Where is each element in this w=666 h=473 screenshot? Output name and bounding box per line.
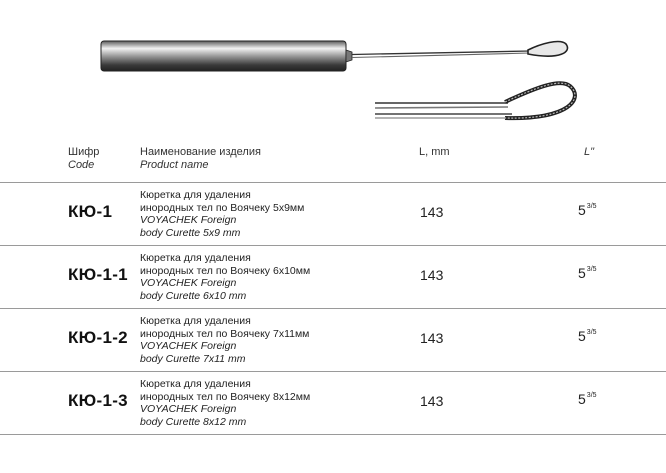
product-code: КЮ-1-2: [68, 328, 128, 347]
name-header-ru: Наименование изделия: [140, 146, 261, 158]
length-in: [578, 391, 597, 407]
length-mm-header: L, mm: [419, 146, 450, 158]
product-name-en-line2: body Curette 7x11 mm: [140, 352, 246, 365]
product-name-ru-line2: инородных тел по Воячеку 5х9мм: [140, 201, 305, 214]
length-mm: 143: [420, 204, 444, 220]
length-in-fraction: 3/5: [586, 203, 597, 210]
curette-handle: [101, 41, 567, 71]
product-name: [140, 189, 304, 239]
length-mm: 143: [420, 267, 444, 283]
product-name: [140, 315, 309, 365]
table-row: [0, 309, 666, 372]
product-name-ru-line1: Кюретка для удаления: [140, 378, 251, 390]
product-name-ru-line2: инородных тел по Воячеку 7х11мм: [140, 327, 310, 340]
product-name-en-line1: VOYACHEK Foreign: [140, 214, 237, 226]
length-in-fraction: 3/5: [586, 392, 597, 399]
length-in: [578, 328, 597, 344]
length-mm: 143: [420, 330, 444, 346]
code-header-ru: Шифр: [68, 146, 100, 158]
table-row: [0, 246, 666, 309]
length-in-whole: 5: [578, 202, 586, 218]
product-name-en-line2: body Curette 6x10 mm: [140, 289, 247, 302]
product-name-en-line2: body Curette 5x9 mm: [140, 226, 241, 239]
length-in-whole: 5: [578, 265, 586, 281]
product-name-ru-line1: Кюретка для удаления: [140, 189, 251, 201]
length-mm: 143: [420, 393, 444, 409]
length-in-whole: 5: [578, 328, 586, 344]
product-table: [0, 138, 666, 435]
curette-tip-detail: [375, 83, 575, 118]
product-name-ru-line2: инородных тел по Воячеку 6х10мм: [140, 264, 311, 277]
length-in: [578, 265, 597, 281]
table-row: [0, 183, 666, 246]
name-header: [140, 146, 261, 172]
product-name-en-line1: VOYACHEK Foreign: [140, 340, 237, 352]
table-header: [0, 138, 666, 183]
length-in-fraction: 3/5: [586, 266, 597, 273]
curette-illustration: [0, 0, 666, 130]
product-name-en-line1: VOYACHEK Foreign: [140, 277, 237, 289]
product-name-en-line2: body Curette 8x12 mm: [140, 415, 247, 428]
product-name: [140, 252, 310, 302]
product-name-ru-line1: Кюретка для удаления: [140, 252, 251, 264]
product-name: [140, 378, 310, 428]
length-in-whole: 5: [578, 391, 586, 407]
product-name-en-line1: VOYACHEK Foreign: [140, 403, 237, 415]
length-in: [578, 202, 597, 218]
product-code: КЮ-1-1: [68, 265, 128, 284]
code-header: [68, 146, 99, 172]
product-name-ru-line2: инородных тел по Воячеку 8х12мм: [140, 390, 311, 403]
length-in-fraction: 3/5: [586, 329, 597, 336]
name-header-en: Product name: [140, 159, 209, 171]
table-row: [0, 372, 666, 435]
length-in-header: L": [584, 146, 595, 158]
product-name-ru-line1: Кюретка для удаления: [140, 315, 251, 327]
code-header-en: Code: [68, 159, 95, 171]
product-code: КЮ-1: [68, 202, 113, 221]
product-code: КЮ-1-3: [68, 391, 128, 410]
